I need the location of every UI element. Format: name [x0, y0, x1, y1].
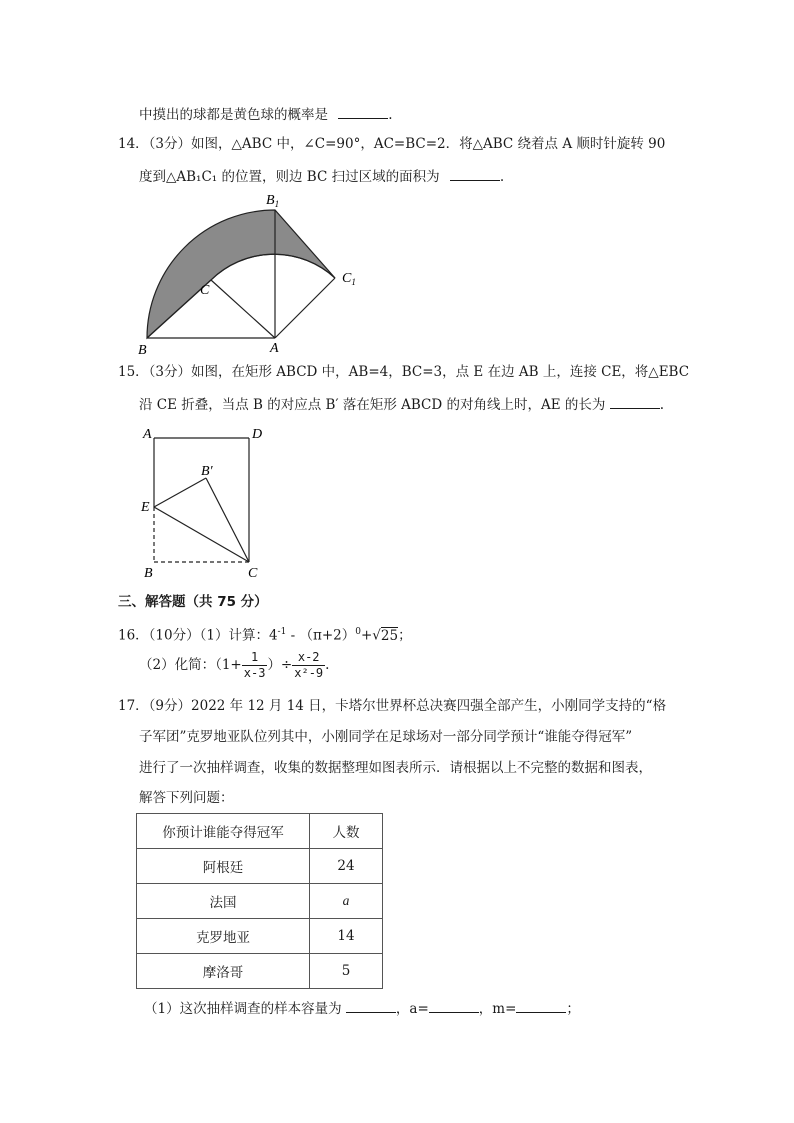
- q14-label-B: B: [138, 343, 147, 358]
- q16-p1-b: - （π+2）: [286, 627, 356, 644]
- q16-exp-zero: 0: [355, 627, 361, 637]
- q15-line1: 15．（3分）如图，在矩形 ABCD 中，AB=4，BC=3，点 E 在边 AB 上，连接 CE，将△EBC: [118, 364, 690, 380]
- q15-line2: 沿 CE 折叠，当点 B 的对应点 B′ 落在矩形 ABCD 的对角线上时，AE 的长为 .: [139, 394, 664, 415]
- q15-answer-blank[interactable]: [610, 394, 660, 409]
- q16-p1-a: 16．（10分）（1）计算：4: [118, 627, 278, 644]
- q16-f2-den: x²-9: [294, 666, 324, 680]
- q14-line2-text: 度到△AB₁C₁ 的位置，则边 BC 扫过区域的面积为: [139, 169, 440, 185]
- q16-p1-c: +: [360, 627, 373, 644]
- q14-answer-blank[interactable]: [450, 166, 500, 181]
- q15-figure: [138, 422, 278, 582]
- q17-sub1: [144, 998, 580, 1019]
- q17-sub1-end: ；: [566, 1001, 580, 1017]
- table-header-count: 人数: [310, 814, 383, 849]
- table-cell-count: a: [310, 884, 383, 919]
- q14-label-C: C: [200, 283, 210, 298]
- q16-p1-end: ；: [398, 627, 412, 644]
- q16-radicand: 25: [380, 627, 399, 644]
- q17-line2: 子军团”克罗地亚队位列其中，小刚同学在足球场对一部分同学预计“谁能夺得冠军”: [139, 729, 633, 745]
- sqrt-symbol-icon: √: [372, 627, 381, 644]
- table-cell-team: 法国: [137, 884, 310, 919]
- q15-label-E: E: [141, 500, 150, 515]
- q15-line-EBp: [154, 478, 206, 507]
- q16-p2-b: ）÷: [267, 657, 293, 673]
- q17-sub1-a: （1）这次抽样调查的样本容量为: [144, 1001, 342, 1017]
- table-cell-count: 14: [310, 919, 383, 954]
- table-row: [137, 954, 383, 989]
- table-row: [137, 919, 383, 954]
- q15-label-Bp: B′: [201, 464, 213, 479]
- q17-a-blank[interactable]: [429, 998, 479, 1013]
- q17-sample-size-blank[interactable]: [346, 998, 396, 1013]
- q15-label-B: B: [144, 566, 153, 581]
- table-row: [137, 884, 383, 919]
- table-header-row: [137, 814, 383, 849]
- q16-part1: [118, 622, 412, 646]
- q14-figure: [135, 188, 375, 358]
- q14-label-A: A: [270, 341, 279, 356]
- q16-f1-den: x-3: [243, 666, 266, 680]
- q15-label-C: C: [248, 566, 258, 581]
- q15-label-A: A: [143, 427, 152, 442]
- table-cell-team: 摩洛哥: [137, 954, 310, 989]
- q17-line4: 解答下列问题：: [139, 790, 234, 806]
- table-cell-team: 克罗地亚: [137, 919, 310, 954]
- q14-line-AC1: [275, 278, 335, 338]
- q16-p2-end: .: [325, 657, 330, 673]
- q16-exp-neg1: -1: [277, 627, 287, 637]
- q15-line2-text: 沿 CE 折叠，当点 B 的对应点 B′ 落在矩形 ABCD 的对角线上时，AE 的长为: [139, 397, 606, 413]
- q16-f2-num: x-2: [292, 650, 325, 666]
- q16-fraction-1: [242, 650, 268, 681]
- q14-line-CA: [211, 280, 275, 338]
- q13-answer-blank[interactable]: [338, 104, 388, 119]
- q17-line3: 进行了一次抽样调查，收集的数据整理如图表所示．请根据以上不完整的数据和图表，: [139, 760, 652, 776]
- q16-p2-a: （2）化简：（1+: [139, 657, 242, 673]
- q13-tail: 中摸出的球都是黄色球的概率是: [139, 107, 328, 123]
- table-cell-team: 阿根廷: [137, 849, 310, 884]
- q16-f1-num: 1: [242, 650, 268, 666]
- table-header-team: 你预计谁能夺得冠军: [137, 814, 310, 849]
- q17-sub1-c: ，m=: [478, 1001, 517, 1017]
- table-cell-count: 5: [310, 954, 383, 989]
- q17-sub1-b: ，a=: [395, 1001, 429, 1017]
- section-3-title: 三、解答题（共 75 分）: [118, 594, 268, 610]
- table-cell-count: 24: [310, 849, 383, 884]
- q16-fraction-2: [292, 650, 325, 681]
- q14-label-C1: $C_1$: [342, 271, 356, 287]
- table-row: [137, 849, 383, 884]
- q14-label-B1: $B_1$: [266, 193, 280, 209]
- q17-survey-table: [136, 813, 383, 989]
- q17-m-blank[interactable]: [516, 998, 566, 1013]
- q13-text: 中摸出的球都是黄色球的概率是 .: [139, 104, 393, 125]
- q17-line1: 17．（9分）2022 年 12 月 14 日，卡塔尔世界杯总决赛四强全部产生，小刚同学支持的“格: [118, 698, 667, 714]
- q16-part2: [139, 650, 329, 681]
- q14-line1: 14．（3分）如图，△ABC 中，∠C=90°，AC=BC=2．将△ABC 绕着点 A 顺时针旋转 90: [118, 136, 666, 152]
- q14-shaded-region: [147, 210, 335, 338]
- q15-label-D: D: [252, 427, 263, 442]
- q14-line2: 度到△AB₁C₁ 的位置，则边 BC 扫过区域的面积为 .: [139, 166, 504, 187]
